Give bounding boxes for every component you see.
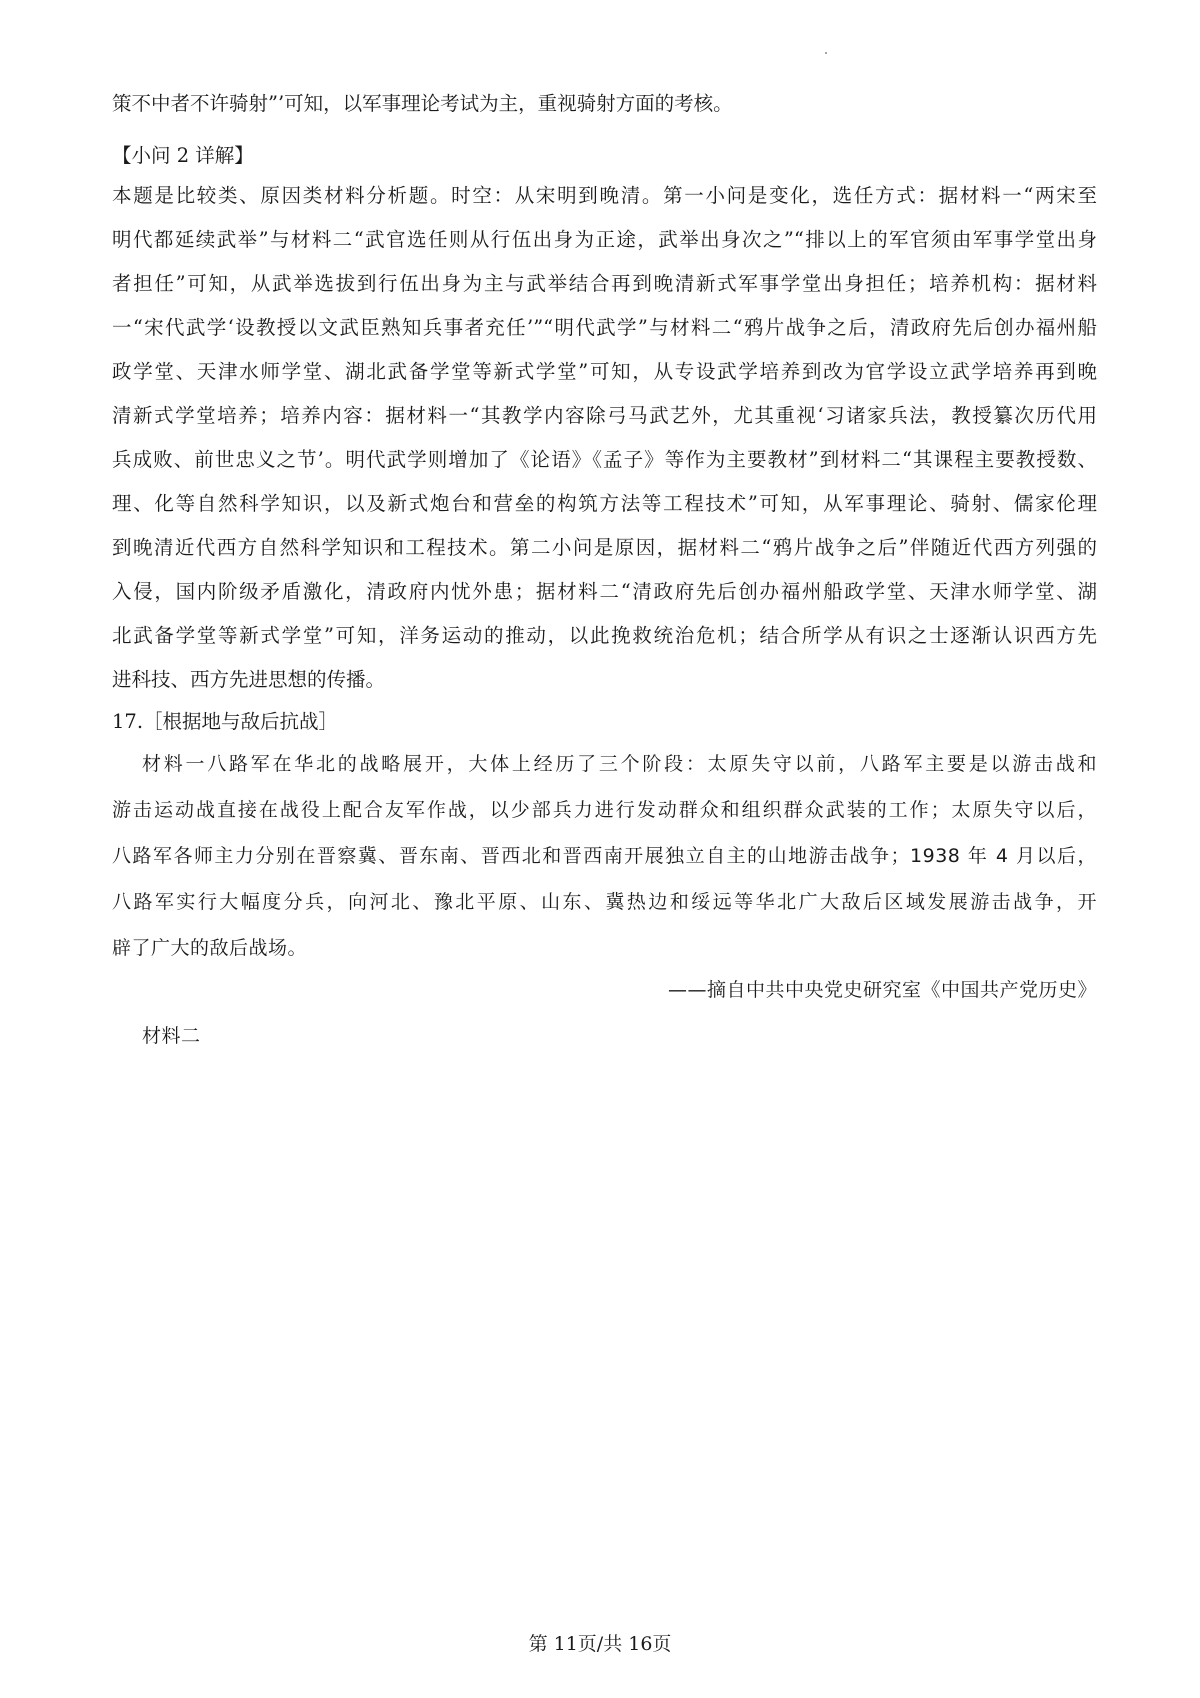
material-line: 八路军实行大幅度分兵，向河北、豫北平原、山东、冀热边和绥远等华北广大敌后区域发展游击战争，开 (112, 891, 1097, 913)
analysis-line: 入侵，国内阶级矛盾激化，清政府内忧外患；据材料二“清政府先后创办福州船政学堂、天津水师学堂、湖 (112, 580, 1097, 603)
analysis-line: 明代都延续武举”与材料二“武官选任则从行伍出身为正途，武举出身次之”“排以上的军官须由军事学堂出身 (112, 228, 1097, 251)
material-line: 辟了广大的敌后战场。 (112, 937, 308, 959)
material-line: 游击运动战直接在战役上配合友军作战，以少部兵力进行发动群众和组织群众武装的工作；太原失守以后， (112, 799, 1097, 821)
material-line: 八路军各师主力分别在晋察冀、晋东南、晋西北和晋西南开展独立自主的山地游击战争；1938 年 4 月以后， (112, 845, 1097, 867)
analysis-line: 到晚清近代西方自然科学知识和工程技术。第二小问是原因，据材料二“鸦片战争之后”伴随近代西方列强的 (112, 536, 1097, 559)
material-line: 材料一八路军在华北的战略展开，大体上经历了三个阶段：太原失守以前，八路军主要是以游击战和 (142, 753, 1097, 775)
analysis-line: 本题是比较类、原因类材料分析题。时空：从宋明到晚清。第一小问是变化，选任方式：据材料一“两宋至 (112, 184, 1097, 207)
analysis-line: 进科技、西方先进思想的传播。 (112, 668, 386, 691)
material-source: ——摘自中共中央党史研究室《中国共产党历史》 (667, 979, 1097, 1001)
material-two-label: 材料二 (142, 1025, 201, 1047)
analysis-line: 政学堂、天津水师学堂、湖北武备学堂等新式学堂”可知，从专设武学培养到改为官学设立武学培养再到晚 (112, 360, 1097, 383)
analysis-line: 一“宋代武学‘设教授以文武臣熟知兵事者充任’”“明代武学”与材料二“鸦片战争之后，清政府先后创办福州船 (112, 316, 1097, 339)
question-17-title: 17.［根据地与敌后抗战］ (112, 710, 339, 733)
scan-dot (825, 52, 827, 54)
analysis-line: 理、化等自然科学知识，以及新式炮台和营垒的构筑方法等工程技术”可知，从军事理论、骑射、儒家伦理 (112, 492, 1097, 515)
analysis-line: 清新式学堂培养；培养内容：据材料一“其教学内容除弓马武艺外，尤其重视‘习诸家兵法，教授纂次历代用 (112, 404, 1097, 427)
page-number-footer: 第 11页/共 16页 (528, 1633, 672, 1655)
text-line: 策不中者不许骑射”’可知，以军事理论考试为主，重视骑射方面的考核。 (112, 92, 733, 115)
analysis-line: 北武备学堂等新式学堂”可知，洋务运动的推动，以此挽救统治危机；结合所学从有识之士逐渐认识西方先 (112, 624, 1097, 647)
analysis-line: 兵成败、前世忠义之节’。明代武学则增加了《论语》《孟子》等作为主要教材”到材料二“其课程主要教授数、 (112, 448, 1097, 471)
analysis-line: 者担任”可知，从武举选拔到行伍出身为主与武举结合再到晚清新式军事学堂出身担任；培养机构：据材料 (112, 272, 1097, 295)
sub-heading-text: 【小问 2 详解】 (112, 144, 254, 167)
